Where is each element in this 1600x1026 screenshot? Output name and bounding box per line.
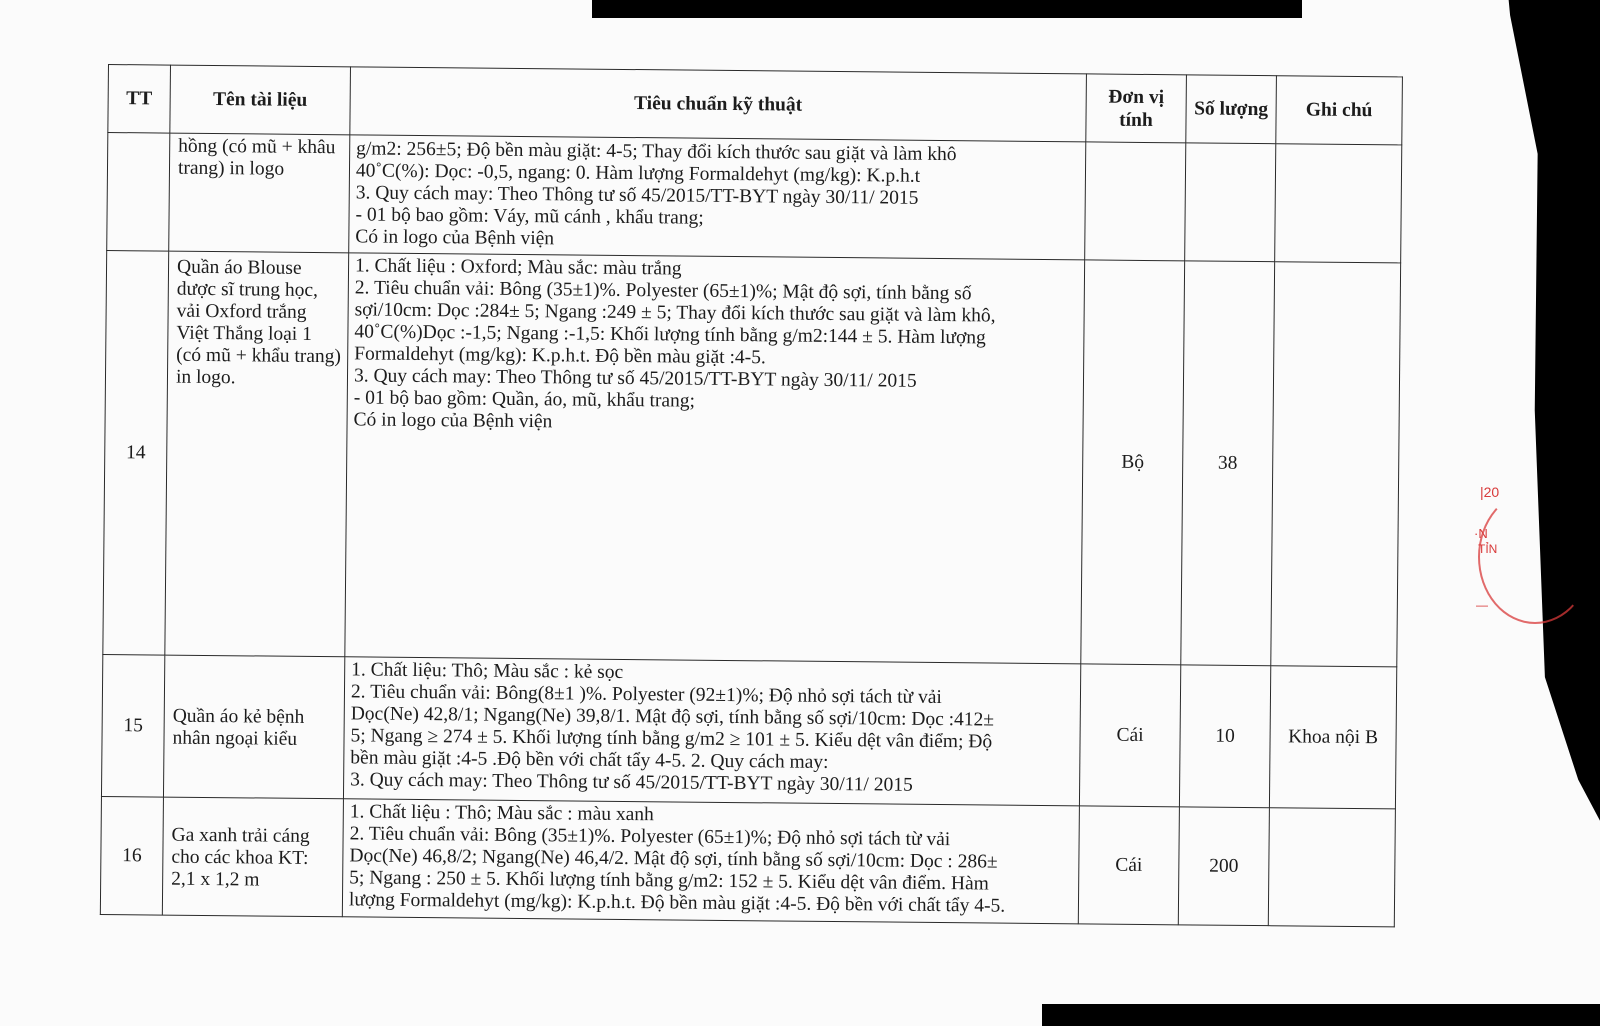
spec-line: - 01 bộ bao gồm: Quần, áo, mũ, khẩu trang; xyxy=(353,387,696,412)
scan-border-top xyxy=(592,0,1302,18)
row-qty: 38 xyxy=(1181,261,1275,666)
spec-line: 3. Quy cách may: Theo Thông tư số 45/2015/TT-BYT ngày 30/11/ 2015 xyxy=(353,365,917,392)
row-unit: Cái xyxy=(1079,664,1180,807)
row-note xyxy=(1268,808,1395,927)
spec-table xyxy=(100,64,1403,927)
row-note: Khoa nội B xyxy=(1269,666,1396,809)
spec-line: 40˚C(%)Dọc :-1,5; Ngang :-1,5: Khối lượng tính bằng g/m2:144 ± 5. Hàm lượng xyxy=(354,321,986,349)
row-qty xyxy=(1185,143,1276,262)
header-name: Tên tài liệu xyxy=(170,65,351,135)
spec-line: 5; Ngang ≥ 274 ± 5. Khối lượng tính bằng g/m2 ≥ 101 ± 5. Kiểu dệt vân điểm; Độ xyxy=(350,725,993,753)
row-unit: Cái xyxy=(1078,806,1179,925)
header-qty: Số lượng xyxy=(1186,75,1277,144)
spec-line: 2. Tiêu chuẩn vải: Bông(8±1 )%. Polyester (92±1)%; Độ nhỏ sợi tách từ vải xyxy=(350,681,942,709)
row-spec xyxy=(349,135,1086,260)
row-spec xyxy=(345,253,1085,664)
row-tt xyxy=(107,133,170,252)
spec-line: bền màu giặt :4-5 .Độ bền với chất tẩy 4-5. 2. Quy cách may: xyxy=(350,747,829,773)
row-tt: 15 xyxy=(101,654,164,797)
row-spec xyxy=(342,799,1079,924)
header-note: Ghi chú xyxy=(1276,76,1403,145)
table-row xyxy=(100,796,1395,926)
spec-line: Dọc(Ne) 42,8/1; Ngang(Ne) 39,8/1. Mật độ sợi, tính bằng số sợi/10cm: Dọc :412± xyxy=(350,703,995,731)
row-note xyxy=(1275,144,1402,263)
row-note xyxy=(1271,262,1401,667)
spec-line: Dọc(Ne) 46,8/2; Ngang(Ne) 46,4/2. Mật độ sợi, tính bằng số sợi/10cm: Dọc : 286± xyxy=(349,845,998,873)
table-row xyxy=(103,250,1401,666)
row-name: hồng (có mũ + khâu trang) in logo xyxy=(169,133,350,253)
spec-line: 1. Chất liệu : Oxford; Màu sắc: màu trắng xyxy=(354,255,682,280)
row-tt: 14 xyxy=(103,250,169,655)
spec-line: g/m2: 256±5; Độ bền màu giặt: 4-5; Thay đổi kích thước sau giặt và làm khô xyxy=(356,138,957,166)
spec-line: Có in logo của Bệnh viện xyxy=(353,409,553,433)
table-row xyxy=(101,654,1396,808)
spec-line: 5; Ngang : 250 ± 5. Khối lượng tính bằng g/m2: 152 ± 5. Kiểu dệt vân điểm. Hàm xyxy=(349,867,989,895)
spec-line: 1. Chất liệu: Thô; Màu sắc : kẻ sọc xyxy=(351,659,624,683)
row-qty: 200 xyxy=(1178,807,1269,926)
spec-line: 3. Quy cách may: Theo Thông tư số 45/2015/TT-BYT ngày 30/11/ 2015 xyxy=(350,769,913,796)
table-row xyxy=(107,133,1402,263)
document-page xyxy=(100,64,1402,938)
row-name: Ga xanh trải cáng cho các khoa KT: 2,1 x 1,2 m xyxy=(162,797,343,917)
spec-line: Có in logo của Bệnh viện xyxy=(355,226,555,250)
spec-line: 2. Tiêu chuẩn vải: Bông (35±1)%. Polyester (65±1)%; Độ nhỏ sợi tách từ vải xyxy=(349,823,951,851)
spec-line: lượng Formaldehyt (mg/kg): K.p.h.t. Độ bền màu giặt :4-5. Độ bền với chất tẩy 4-5. xyxy=(348,889,1006,917)
spec-line: 3. Quy cách may: Theo Thông tư số 45/2015/TT-BYT ngày 30/11/ 2015 xyxy=(355,182,919,209)
row-unit: Bộ xyxy=(1081,260,1185,665)
spec-line: - 01 bộ bao gồm: Váy, mũ cánh , khẩu trang; xyxy=(355,204,704,229)
row-unit xyxy=(1085,142,1186,261)
header-unit: Đơn vị tính xyxy=(1086,74,1187,143)
row-qty: 10 xyxy=(1179,665,1270,808)
seal-arc xyxy=(1478,490,1592,624)
spec-line: 40˚C(%): Dọc: -0,5, ngang: 0. Hàm lượng Formaldehyt (mg/kg): K.p.h.t xyxy=(355,160,921,187)
spec-line: 1. Chất liệu : Thô; Màu sắc : màu xanh xyxy=(349,801,654,826)
row-spec xyxy=(343,657,1080,806)
row-tt: 16 xyxy=(100,796,163,915)
spec-line: 2. Tiêu chuẩn vải: Bông (35±1)%. Polyester (65±1)%; Mật độ sợi, tính bằng số xyxy=(354,277,972,305)
scan-border-bottom xyxy=(1042,1004,1600,1026)
row-name: Quần áo Blouse dược sĩ trung học, vải Oxford trắng Việt Thắng loại 1 (có mũ + khẩu trang) in logo. xyxy=(165,251,349,657)
table-header-row xyxy=(108,65,1403,145)
header-tt: TT xyxy=(108,65,171,134)
row-name: Quần áo kẻ bệnh nhân ngoại kiểu xyxy=(163,655,344,799)
spec-line: Formaldehyt (mg/kg): K.p.h.t. Độ bền màu giặt :4-5. xyxy=(354,343,766,369)
header-spec: Tiêu chuẩn kỹ thuật xyxy=(350,67,1087,142)
red-seal-stamp: |20 ·N TỈN — xyxy=(1468,470,1558,640)
spec-line: sợi/10cm: Dọc :284± 5; Ngang :249 ± 5; Thay đổi kích thước sau giặt và làm khô, xyxy=(354,299,996,327)
